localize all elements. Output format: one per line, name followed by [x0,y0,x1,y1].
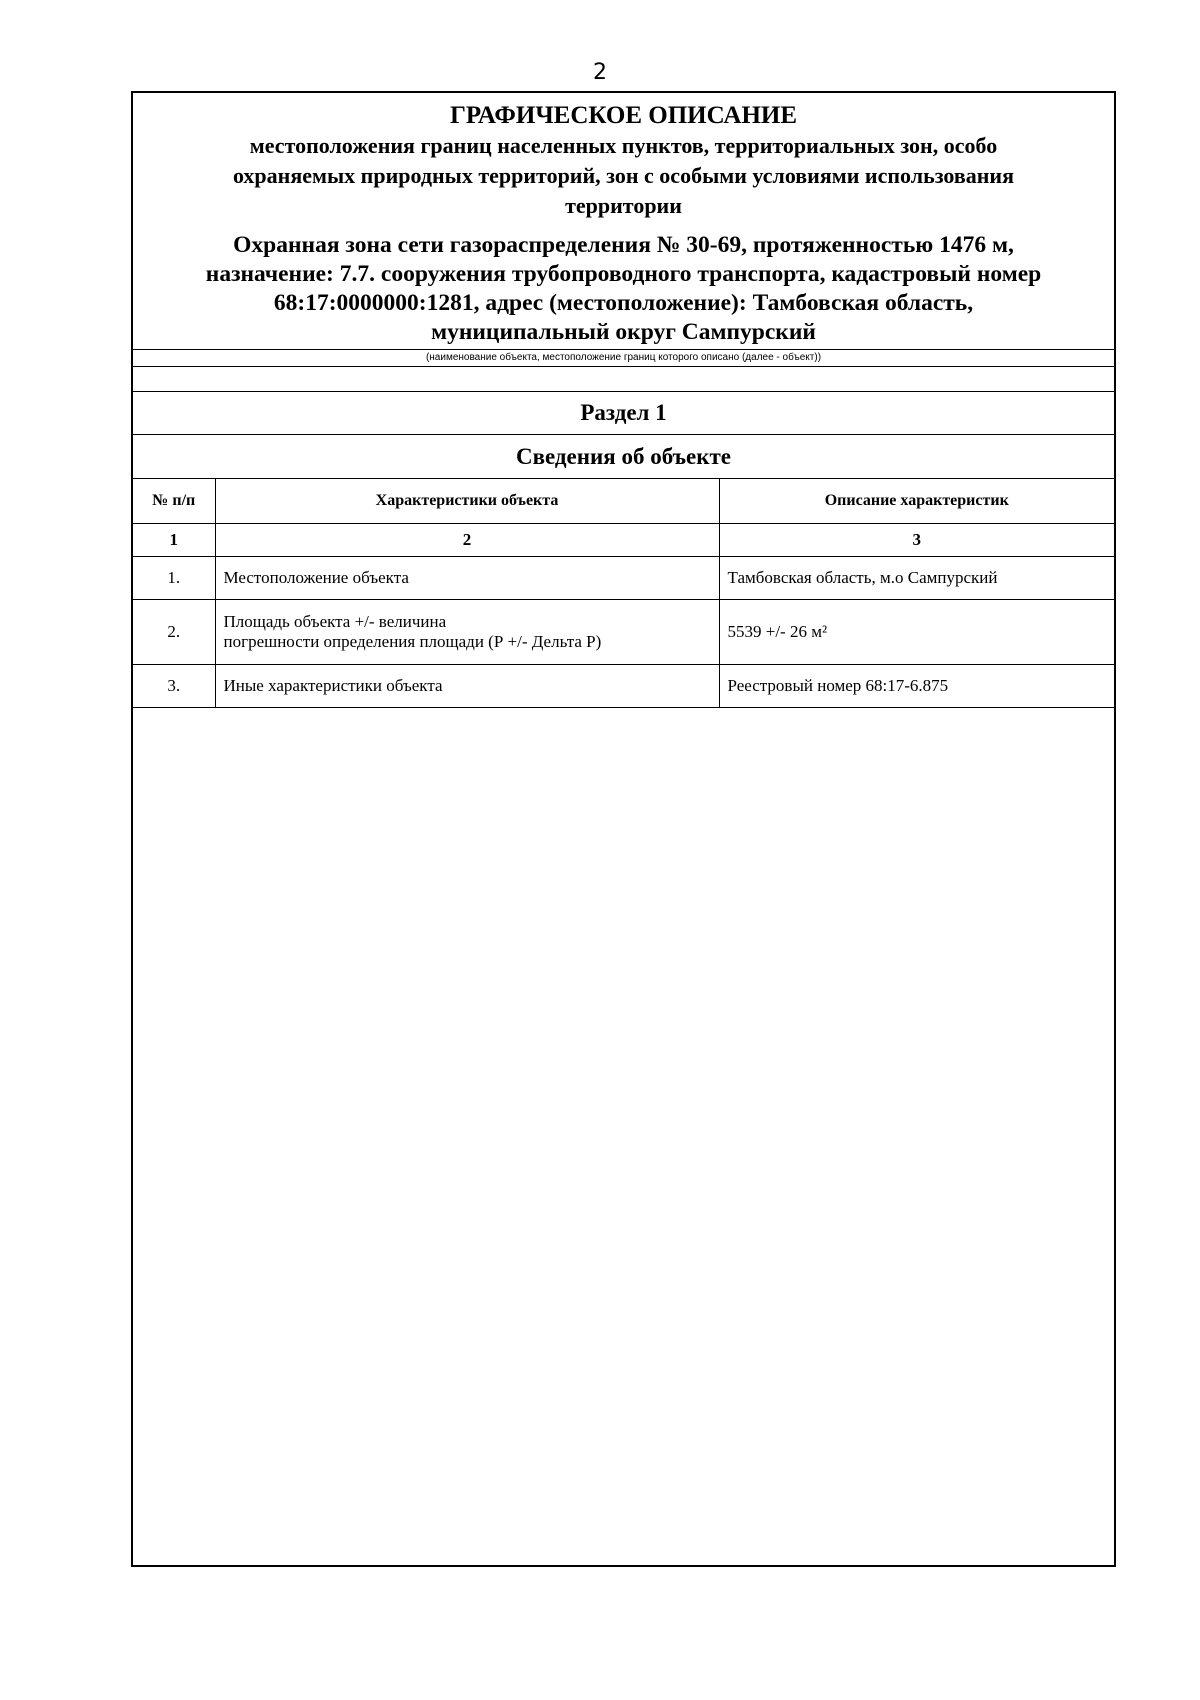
column-header: Описание характеристик [719,479,1114,524]
header-block [133,93,1114,349]
row-characteristic [215,600,719,665]
document-title: ГРАФИЧЕСКОЕ ОПИСАНИЕ [449,102,798,129]
row-characteristic [215,665,719,708]
row-number: 2. [133,600,215,665]
row-number: 1. [133,557,215,600]
row-description: 5539 +/- 26 м² [719,600,1114,665]
column-number: 1 [133,524,215,557]
characteristic-line: погрешности определения площади (Р +/- Дельта Р) [223,632,602,651]
object-name-line: Охранная зона сети газораспределения № 30-69, протяженностью 1476 м, [233,232,1014,258]
subtitle-line: территории [565,193,682,218]
section-subtitle: Сведения об объекте [133,435,1114,479]
column-header: № п/п [133,479,215,524]
spacer-row [133,367,1114,392]
section-title: Раздел 1 [133,392,1114,435]
object-name-line: муниципальный округ Сампурский [431,319,816,345]
row-number: 3. [133,665,215,708]
object-caption: (наименование объекта, местоположение границ которого описано (далее - объект)) [133,349,1114,367]
row-description: Тамбовская область, м.о Сампурский [719,557,1114,600]
table-row [133,600,1114,665]
column-number-row [133,524,1114,557]
table-row [133,665,1114,708]
object-info-table [133,479,1114,708]
row-characteristic [215,557,719,600]
characteristic-line: Иные характеристики объекта [223,676,443,695]
column-number: 2 [215,524,719,557]
row-description: Реестровый номер 68:17-6.875 [719,665,1114,708]
object-name-line: 68:17:0000000:1281, адрес (местоположение): Тамбовская область, [273,290,974,316]
column-header: Характеристики объекта [215,479,719,524]
subtitle-line: местоположения границ населенных пунктов, территориальных зон, особо [249,133,998,158]
object-name [145,231,1102,349]
column-number: 3 [719,524,1114,557]
characteristic-line: Местоположение объекта [223,568,409,587]
table-header-row [133,479,1114,524]
object-name-line: назначение: 7.7. сооружения трубопроводного транспорта, кадастровый номер [205,261,1042,287]
document-subtitle [145,131,1102,221]
subtitle-line: охраняемых природных территорий, зон с особыми условиями использования [232,163,1015,188]
page-number: 2 [593,60,607,85]
document-frame [131,91,1116,1567]
table-row [133,557,1114,600]
characteristic-line: Площадь объекта +/- величина [223,612,447,631]
